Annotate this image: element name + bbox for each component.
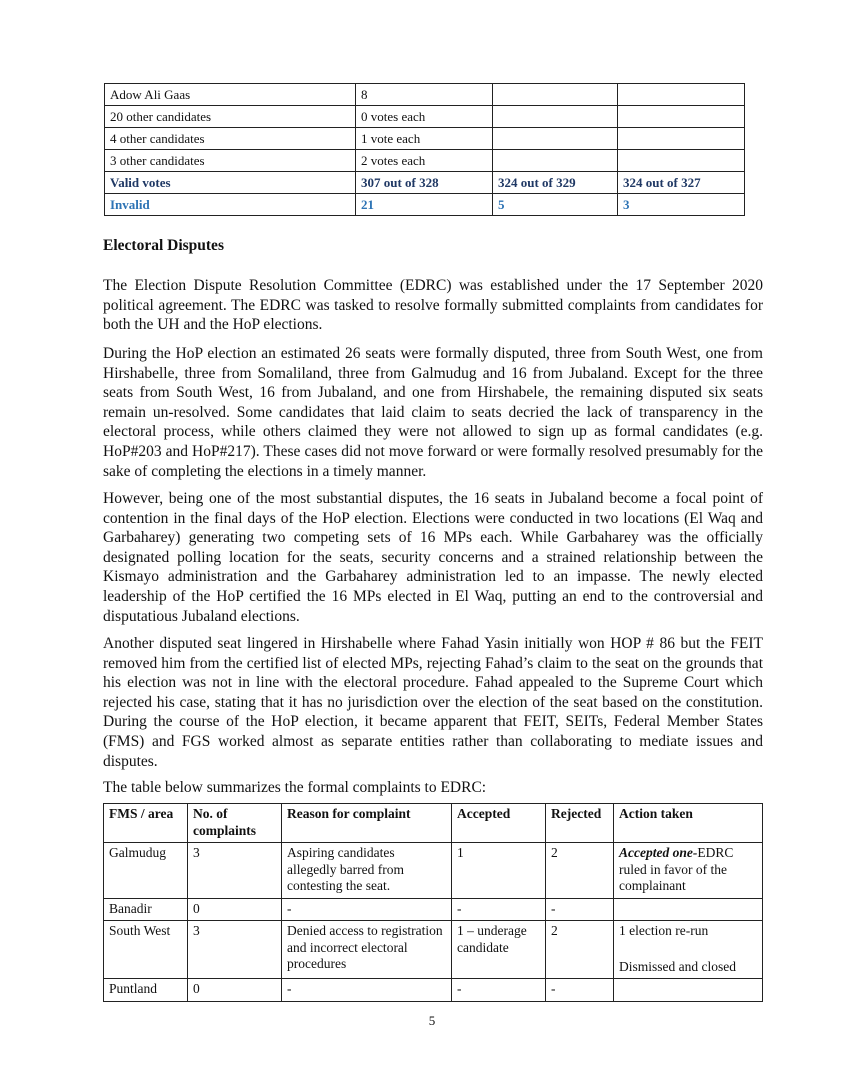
count-cell: 0 [188,898,282,921]
action-split [619,923,758,975]
header-rejected: Rejected [546,804,614,843]
invalid-votes-value: 5 [493,194,618,216]
empty-cell [618,150,745,172]
table-row [104,843,763,899]
fms-cell: Banadir [104,898,188,921]
page-number: 5 [428,1013,436,1028]
invalid-votes-value: 21 [356,194,493,216]
paragraph: The Election Dispute Resolution Committee (EDRC) was established under the 17 September 2020 political agreement. The EDRC was tasked to resolve formally submitted complaints from candidates for both the UH and the HoP elections. [103,277,763,334]
header-action: Action taken [614,804,763,843]
complaints-table [103,803,763,1002]
action-emphasis: Accepted one- [619,845,698,860]
invalid-votes-value: 3 [618,194,745,216]
table-intro: The table below summarizes the formal complaints to EDRC: [103,779,487,796]
empty-cell [493,150,618,172]
accepted-cell: - [452,898,546,921]
paragraph: Another disputed seat lingered in Hirshabelle where Fahad Yasin initially won HOP # 86 but the FEIT removed him from the certified list of elected MPs, rejecting Fahad’s claim to the seat on the grounds that his election was not in line with the electoral procedure. Fahad appealed to the Supreme Court which rejected his case, stating that it has no jurisdiction over the election of the seat based on the constitution. During the course of the HoP election, it became apparent that FEIT, SEITs, Federal Member States (FMS) and FGS worked almost as separate entities rather than collaborating to mediate issues and disputes. [103,635,763,770]
count-cell: 0 [188,979,282,1002]
votes-cell: 2 votes each [356,150,493,172]
valid-votes-value: 307 out of 328 [356,172,493,194]
empty-cell [493,84,618,106]
empty-cell [618,106,745,128]
accepted-cell: - [452,979,546,1002]
table-row [104,898,763,921]
candidate-cell: 4 other candidates [105,128,356,150]
vote-results-table [104,83,745,216]
action-cell [614,921,763,979]
reason-cell: Aspiring candidates allegedly barred from contesting the seat. [282,843,452,899]
paragraph: However, being one of the most substantial disputes, the 16 seats in Jubaland become a focal point of contention in the final days of the HoP election. Elections were conducted in two locations (El Waq and Garbaharey) generating two competing sets of 16 MPs each. While Garbaharey was the officially designated polling location for the seats, security concerns and a strained relationship between the Kismayo administration and the Garbaharey administration led to an impasse. The newly elected leadership of the HoP certified the 16 MPs elected in El Waq, putting an end to the controversial and disputatious Jubaland elections. [103,490,763,625]
votes-cell: 0 votes each [356,106,493,128]
votes-cell: 8 [356,84,493,106]
valid-votes-value: 324 out of 327 [618,172,745,194]
reason-cell: - [282,898,452,921]
accepted-cell: 1 [452,843,546,899]
table-row [104,979,763,1002]
rejected-cell: - [546,898,614,921]
action-text: EDRC ruled in favor of the complainant [619,845,734,893]
accepted-cell: 1 – underage candidate [452,921,546,979]
header-fms: FMS / area [104,804,188,843]
invalid-votes-row [105,194,745,216]
table-row [105,128,745,150]
invalid-votes-label: Invalid [105,194,356,216]
valid-votes-value: 324 out of 329 [493,172,618,194]
empty-cell [618,128,745,150]
fms-cell: Galmudug [104,843,188,899]
table-header-row [104,804,763,843]
table-row [104,921,763,979]
reason-cell: Denied access to registration and incorrect electoral procedures [282,921,452,979]
section-heading: Electoral Disputes [103,237,224,254]
fms-cell: Puntland [104,979,188,1002]
action-cell [614,979,763,1002]
candidate-cell: Adow Ali Gaas [105,84,356,106]
fms-cell: South West [104,921,188,979]
count-cell: 3 [188,921,282,979]
reason-cell: - [282,979,452,1002]
header-count: No. of complaints [188,804,282,843]
header-reason: Reason for complaint [282,804,452,843]
valid-votes-label: Valid votes [105,172,356,194]
table-row [105,106,745,128]
rejected-cell: 2 [546,921,614,979]
candidate-cell: 20 other candidates [105,106,356,128]
valid-votes-row [105,172,745,194]
action-text: 1 election re-run [619,923,709,938]
rejected-cell: - [546,979,614,1002]
candidate-cell: 3 other candidates [105,150,356,172]
rejected-cell: 2 [546,843,614,899]
paragraph: During the HoP election an estimated 26 seats were formally disputed, three from South West, one from Hirshabelle, three from Somaliland, three from Galmudug and 16 from Jubaland. Except for the three seats from South West, 16 from Jubaland, and one from Hirshabele, the remaining disputed six seats remain un-resolved. Some candidates that laid claim to seats decried the lack of transparency in the electoral process, while others claimed they were not allowed to sign up as formal candidates (e.g. HoP#203 and HoP#217). These cases did not move forward or were formally resolved presumably for the sake of completing the elections in a timely manner. [103,345,763,480]
table-row [105,150,745,172]
empty-cell [618,84,745,106]
empty-cell [493,128,618,150]
header-accepted: Accepted [452,804,546,843]
table-row [105,84,745,106]
votes-cell: 1 vote each [356,128,493,150]
action-cell [614,843,763,899]
count-cell: 3 [188,843,282,899]
empty-cell [493,106,618,128]
action-cell [614,898,763,921]
action-text: Dismissed and closed [619,958,736,974]
